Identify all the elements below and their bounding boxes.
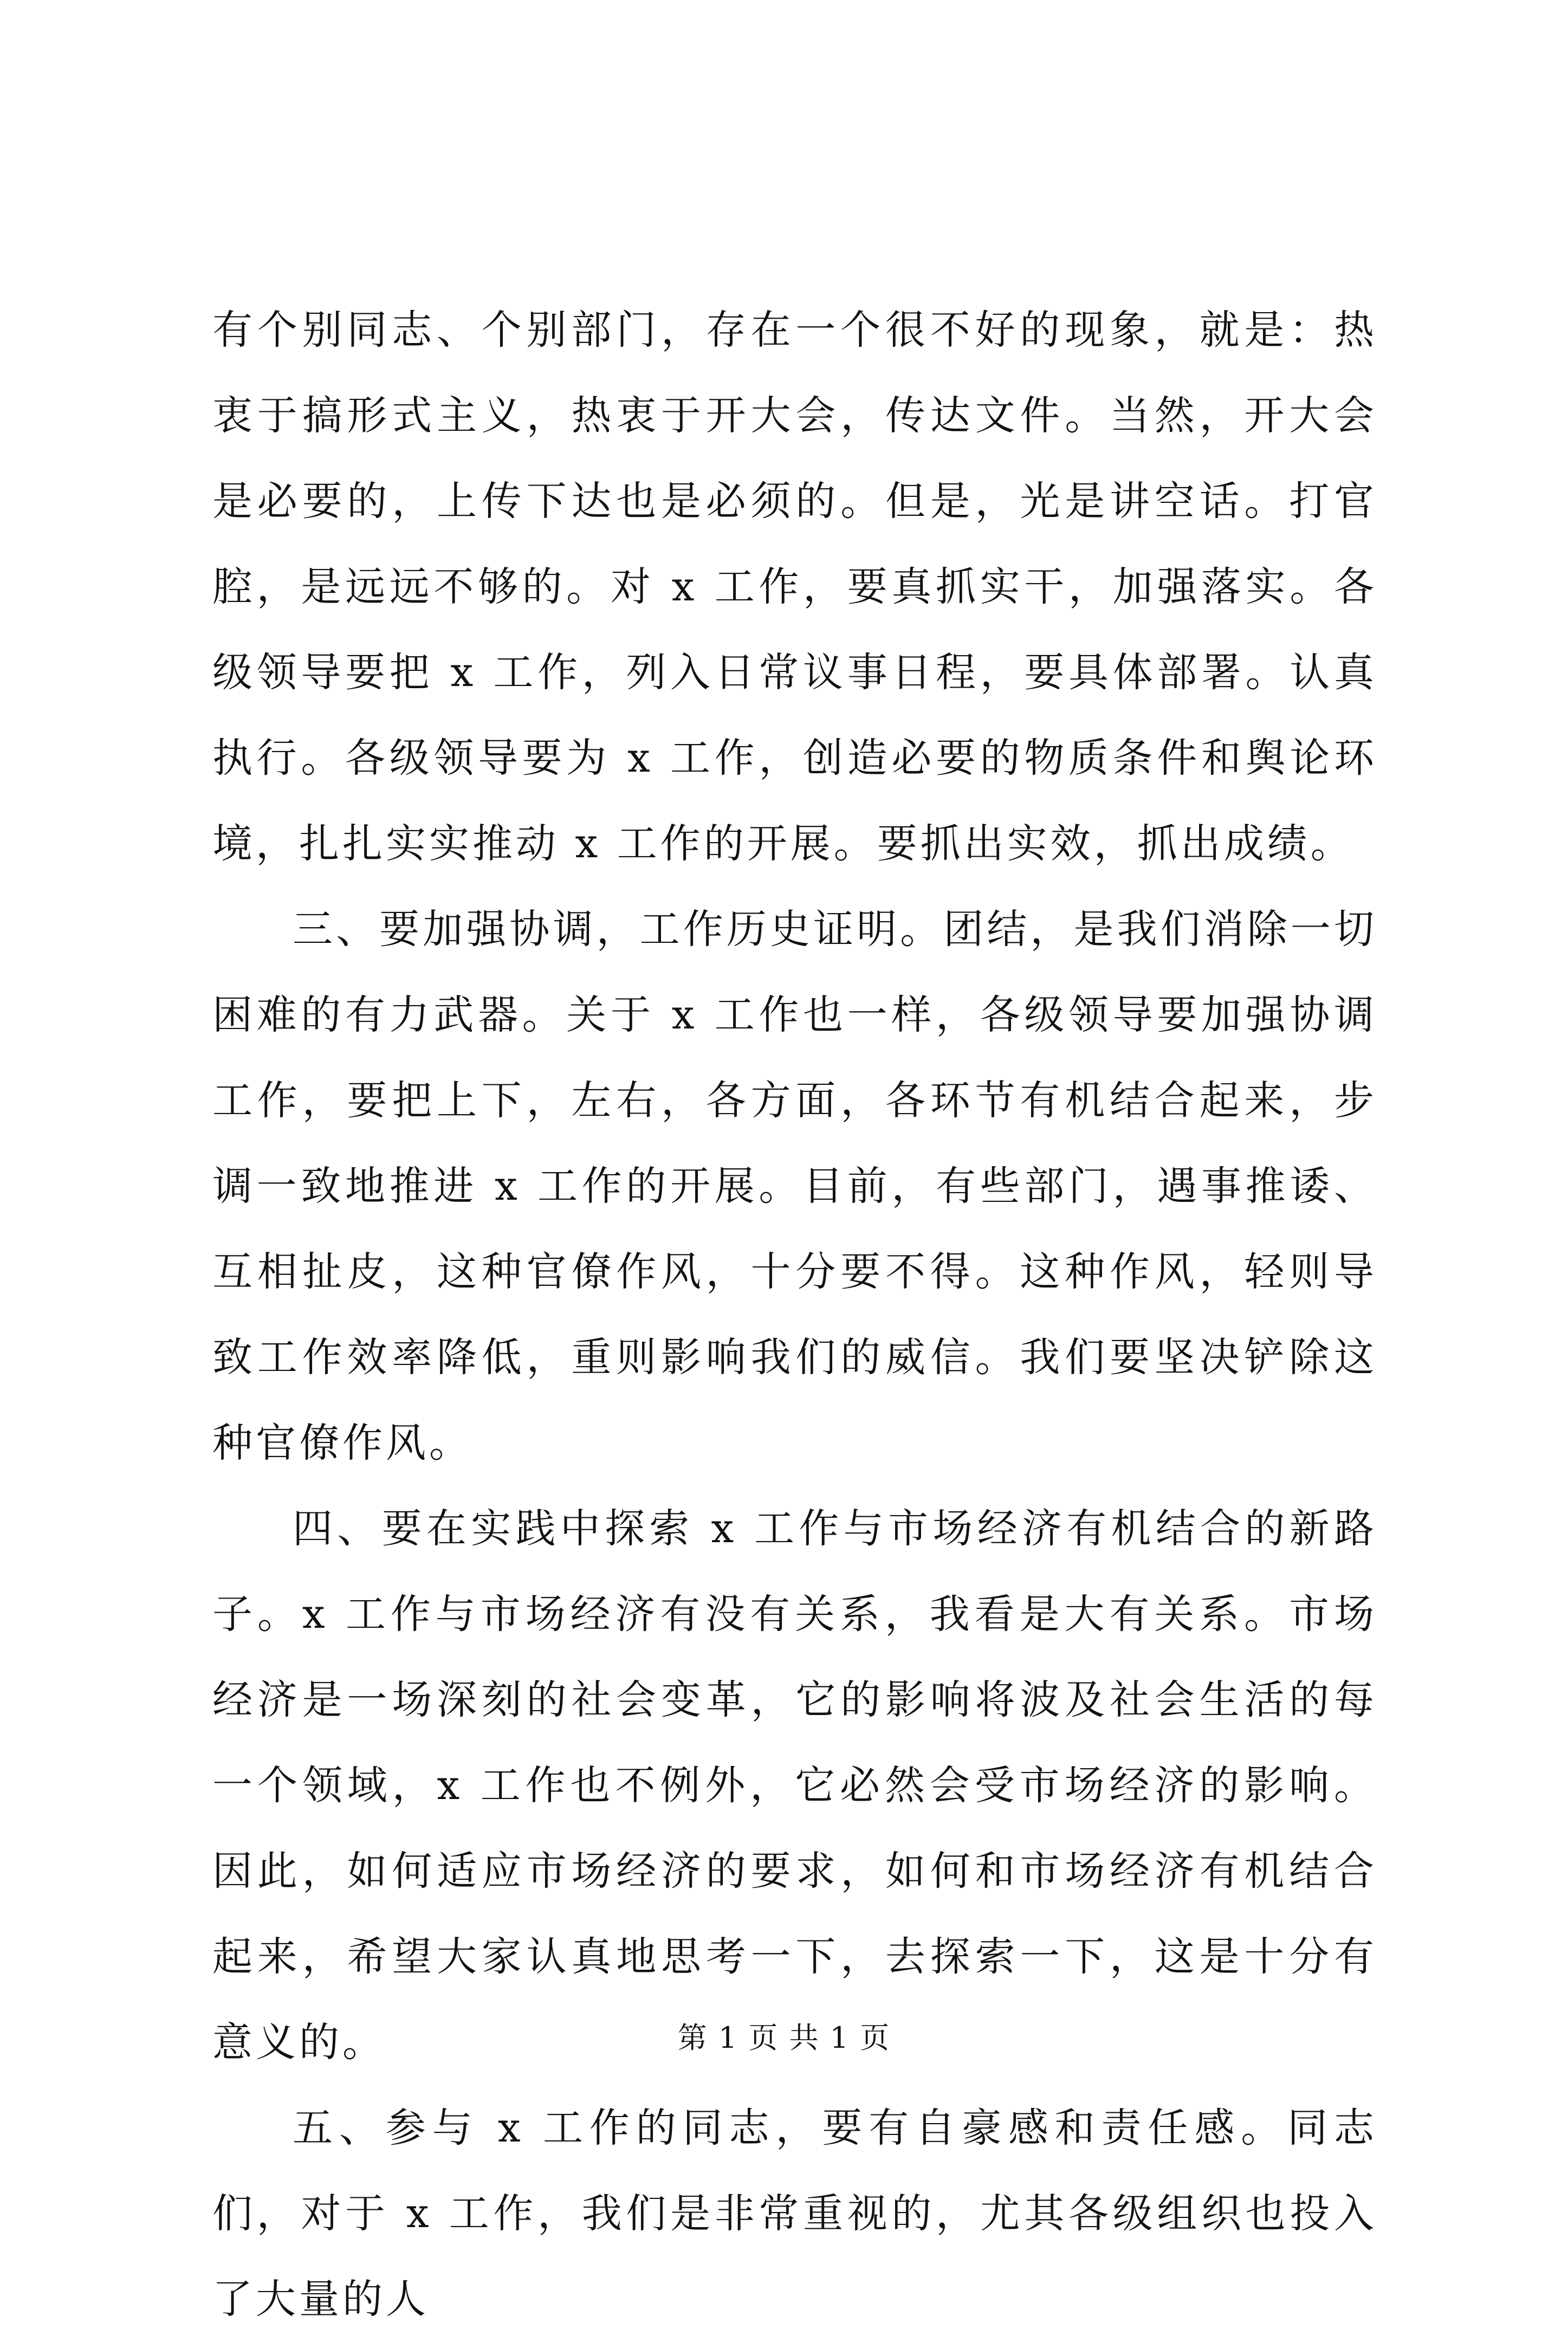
paragraph-section-four: 四、要在实践中探索 x 工作与市场经济有机结合的新路子。x 工作与市场经济有没有关系，我看是大有关系。市场经济是一场深刻的社会变革，它的影响将波及社会生活的每一个领域，x 工作也不例外，它必然会受市场经济的影响。因此，如何适应市场经济的要求，如何和市场经济有机结合起来，希望大家认真地思考一下，去探索一下，这是十分有意义的。 <box>212 1505 1377 2066</box>
paragraph-section-three: 三、要加强协调，工作历史证明。团结，是我们消除一切困难的有力武器。关于 x 工作也一样，各级领导要加强协调工作，要把上下，左右，各方面，各环节有机结合起来，步调一致地推进 x 工作的开展。目前，有些部门，遇事推诿、互相扯皮，这种官僚作风，十分要不得。这种作风，轻则导致工作效率降低，重则影响我们的威信。我们要坚决铲除这种官僚作风。 <box>212 906 1377 1466</box>
paragraph-section-five: 五、参与 x 工作的同志，要有自豪感和责任感。同志们，对于 x 工作，我们是非常重视的，尤其各级组织也投入了大量的人 <box>212 2105 1377 2322</box>
page-footer: 第 1 页 共 1 页 <box>677 2021 891 2055</box>
paragraph-continued: 有个别同志、个别部门，存在一个很不好的现象，就是：热衷于搞形式主义，热衷于开大会，传达文件。当然，开大会是必要的，上传下达也是必须的。但是，光是讲空话。打官腔，是远远不够的。对 x 工作，要真抓实干，加强落实。各级领导要把 x 工作，列入日常议事日程，要具体部署。认真执行。各级领导要为 x 工作，创造必要的物质条件和舆论环境，扎扎实实推动 x 工作的开展。要抓出实效，抓出成绩。 <box>212 307 1377 867</box>
